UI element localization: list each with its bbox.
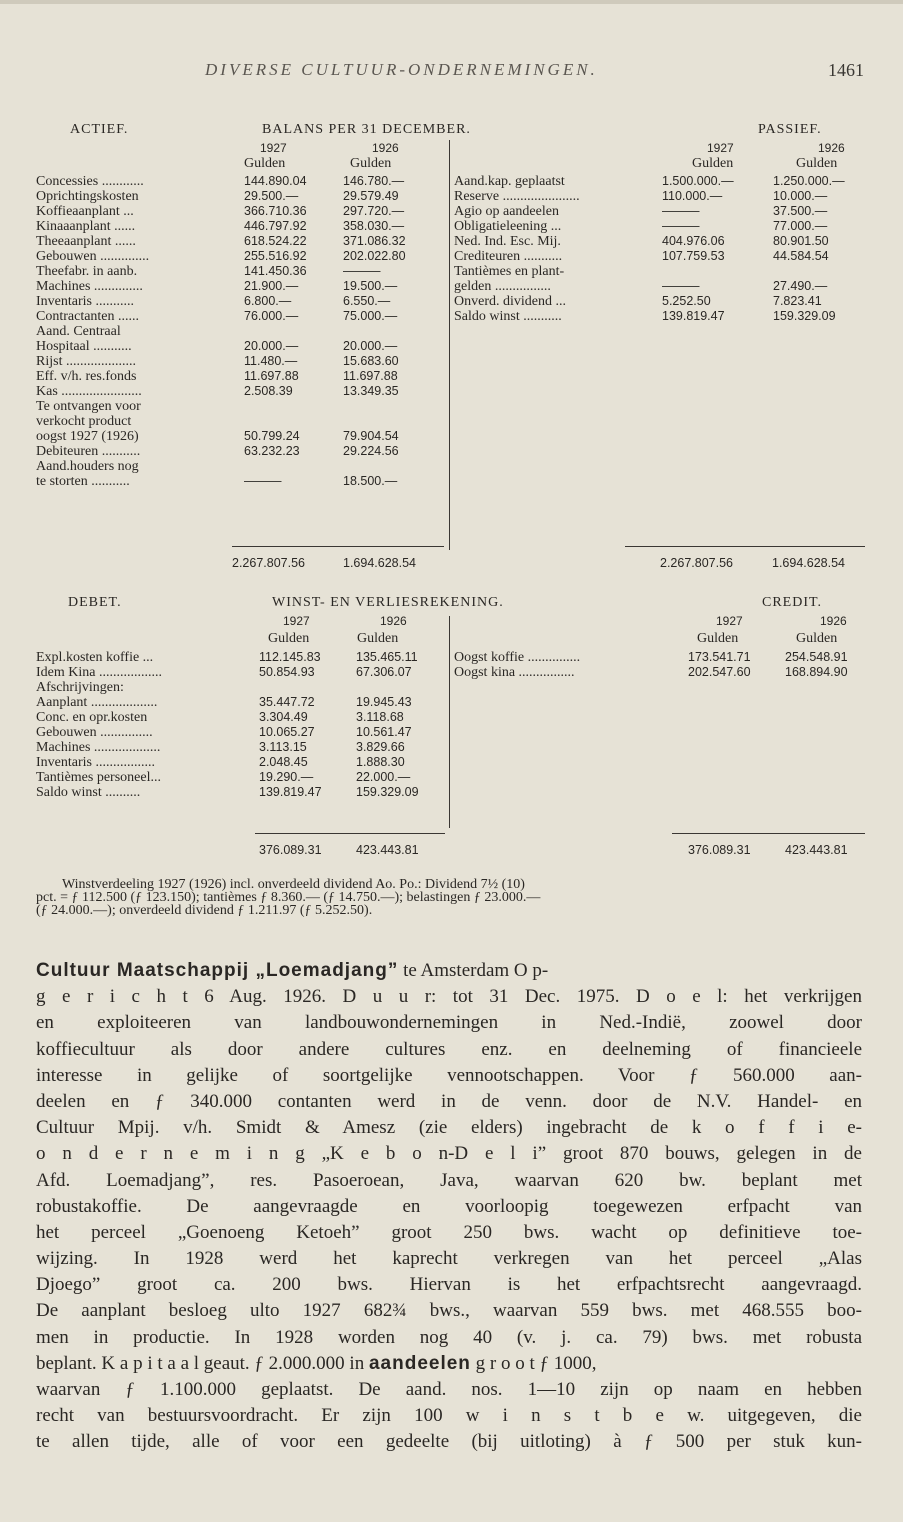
- article-body: [36, 958, 862, 1456]
- debet-row-label: Conc. en opr.kosten: [36, 710, 148, 725]
- debet-total-rule: [255, 833, 445, 834]
- passief-unit1: Gulden: [692, 156, 734, 171]
- passief-unit2: Gulden: [796, 156, 838, 171]
- passief-value-1927: ———: [662, 204, 700, 218]
- passief-value-1926: 10.000.—: [773, 189, 828, 203]
- passief-row-label: Reserve ......................: [454, 189, 580, 204]
- credit-value-1926: 254.548.91: [785, 650, 848, 664]
- passief-row-label: Ned. Ind. Esc. Mij.: [454, 234, 561, 249]
- actief-value-1927: 76.000.—: [244, 309, 299, 323]
- passief-row-label: Saldo winst ...........: [454, 309, 562, 324]
- passief-1926-column: [773, 174, 845, 324]
- article-line-text: beplant. K a p i t a a l geaut. ƒ 2.000.000 in: [36, 1352, 365, 1374]
- actief-value-1927: [244, 324, 307, 339]
- actief-value-1927: 6.800.—: [244, 294, 292, 308]
- actief-value-1926: 75.000.—: [343, 309, 398, 323]
- passief-value-1927: 139.819.47: [662, 309, 725, 323]
- article-line: en exploiteeren van landbouwondernemingen in Ned.-Indië, zoowel door: [36, 1012, 862, 1034]
- debet-unit1: Gulden: [268, 631, 310, 646]
- actief-value-1927: [244, 399, 307, 414]
- actief-value-1927: [244, 459, 307, 474]
- passief-value-1927: [662, 264, 734, 279]
- actief-row-label: Aand.houders nog: [36, 459, 139, 474]
- credit-row-label: Oogst koffie ...............: [454, 650, 581, 665]
- actief-value-1926: 358.030.—: [343, 219, 405, 233]
- actief-value-1926: 18.500.—: [343, 474, 398, 488]
- debet-value-1927: 2.048.45: [259, 755, 308, 769]
- actief-row-label: Aand. Centraal: [36, 324, 121, 339]
- passief-total-1927: 2.267.807.56: [660, 556, 733, 570]
- actief-value-1927: 29.500.—: [244, 189, 299, 203]
- actief-value-1926: 202.022.80: [343, 249, 406, 263]
- passief-row-label: Onverd. dividend ...: [454, 294, 566, 309]
- passief-row-label: Obligatieleening ...: [454, 219, 562, 234]
- passief-label: PASSIEF.: [758, 122, 822, 137]
- credit-unit2: Gulden: [796, 631, 838, 646]
- debet-row-label: Idem Kina ..................: [36, 665, 162, 680]
- credit-total-rule: [672, 833, 865, 834]
- debet-value-1927: 19.290.—: [259, 770, 314, 784]
- credit-value-1927: 202.547.60: [688, 665, 751, 679]
- debet-value-1927: 112.145.83: [259, 650, 321, 664]
- actief-value-1926: 29.579.49: [343, 189, 399, 203]
- credit-total-1927: 376.089.31: [688, 843, 751, 857]
- passief-total-1926: 1.694.628.54: [772, 556, 845, 570]
- debet-year1: 1927: [283, 614, 310, 628]
- running-title: DIVERSE CULTUUR-ONDERNEMINGEN.: [205, 60, 598, 79]
- article-line: waarvan ƒ 1.100.000 geplaatst. De aand. nos. 1—10 zijn op naam en hebben: [36, 1379, 862, 1400]
- article-line: deelen en ƒ 340.000 contanten werd in de venn. door de N.V. Handel- en: [36, 1090, 862, 1112]
- article-line: [36, 958, 862, 984]
- debet-total-1927: 376.089.31: [259, 843, 322, 857]
- passief-value-1927: 404.976.06: [662, 234, 725, 248]
- debet-value-1926: [356, 680, 419, 695]
- actief-unit2: Gulden: [350, 156, 392, 171]
- credit-year2: 1926: [820, 614, 847, 628]
- article-line: het perceel „Goenoeng Ketoeh” groot 250 bws. wacht op definitieve toe-: [36, 1221, 862, 1243]
- balans-divider: [449, 140, 450, 550]
- actief-row-label: Debiteuren ...........: [36, 444, 141, 459]
- actief-value-1927: 11.480.—: [244, 354, 298, 368]
- actief-value-1926: [343, 459, 406, 474]
- aandeelen-word: aandeelen: [368, 1352, 471, 1374]
- debet-value-1927: 35.447.72: [259, 695, 315, 709]
- top-border: [0, 0, 903, 4]
- article-line: recht van bestuursvoordracht. Er zijn 100 w i n s t b e w. uitgegeven, die: [36, 1405, 862, 1427]
- actief-value-1926: 19.500.—: [343, 279, 398, 293]
- note-line: pct. = ƒ 112.500 (ƒ 123.150); tantièmes ƒ 8.360.— (ƒ 14.750.—); belastingen ƒ 23.000.—: [36, 890, 541, 905]
- actief-value-1927: 618.524.22: [244, 234, 307, 248]
- passief-value-1926: 37.500.—: [773, 204, 828, 218]
- actief-value-1927: 21.900.—: [244, 279, 299, 293]
- article-line: wijzing. In 1928 werd het kaprecht verkregen van het perceel „Alas: [36, 1248, 862, 1270]
- passief-value-1927: 5.252.50: [662, 294, 711, 308]
- actief-row-label: Contractanten ......: [36, 309, 140, 324]
- credit-year1: 1927: [716, 614, 743, 628]
- actief-row-label: Gebouwen ..............: [36, 249, 150, 264]
- page-number: 1461: [828, 60, 864, 80]
- actief-row-label: Rijst ....................: [36, 354, 136, 369]
- debet-value-1926: 10.561.47: [356, 725, 412, 739]
- actief-row-label: Theeaanplant ......: [36, 234, 136, 249]
- actief-row-label: Koffieaanplant ...: [36, 204, 134, 219]
- actief-value-1927: ———: [244, 474, 282, 488]
- actief-value-1926: 15.683.60: [343, 354, 399, 368]
- balans-title: BALANS PER 31 DECEMBER.: [262, 122, 471, 137]
- credit-value-1926: 168.894.90: [785, 665, 848, 679]
- actief-value-1926: 20.000.—: [343, 339, 398, 353]
- article-line: g e r i c h t 6 Aug. 1926. D u u r: tot 31 Dec. 1975. D o e l: het verkrijgen: [36, 986, 862, 1008]
- article-line: Djoego” groot ca. 200 bws. Hiervan is het erfpachtsrecht aangevraagd.: [36, 1274, 862, 1296]
- article-line: te allen tijde, alle of voor een gedeelte (bij uitloting) à ƒ 500 per stuk kun-: [36, 1431, 862, 1453]
- debet-value-1927: 3.304.49: [259, 710, 308, 724]
- actief-row-label: Oprichtingskosten: [36, 189, 139, 204]
- actief-value-1926: [343, 399, 406, 414]
- actief-row-label: Kinaaanplant ......: [36, 219, 136, 234]
- note-line: (ƒ 24.000.—); onverdeeld dividend ƒ 1.211.97 (ƒ 5.252.50).: [36, 903, 373, 918]
- debet-value-1926: 135.465.11: [356, 650, 418, 664]
- debet-row-label: Inventaris .................: [36, 755, 155, 770]
- actief-value-1927: 255.516.92: [244, 249, 307, 263]
- actief-value-1926: 146.780.—: [343, 174, 405, 188]
- article-line-text: g r o o t ƒ 1000,: [470, 1352, 597, 1374]
- passief-row-label: Tantièmes en plant-: [454, 264, 565, 279]
- credit-total-1926: 423.443.81: [785, 843, 848, 857]
- actief-value-1927: 144.890.04: [244, 174, 307, 188]
- actief-value-1926: 79.904.54: [343, 429, 399, 443]
- debet-value-1926: 3.829.66: [356, 740, 405, 754]
- debet-total-1926: 423.443.81: [356, 843, 419, 857]
- actief-row-label: Eff. v/h. res.fonds: [36, 369, 137, 384]
- actief-value-1926: 6.550.—: [343, 294, 391, 308]
- actief-value-1927: 366.710.36: [244, 204, 307, 218]
- actief-value-1926: ———: [343, 264, 381, 278]
- actief-value-1926: 297.720.—: [343, 204, 405, 218]
- actief-1927-column: [244, 174, 307, 489]
- actief-value-1927: 141.450.36: [244, 264, 307, 278]
- debet-value-1927: 50.854.93: [259, 665, 315, 679]
- debet-value-1926: 3.118.68: [356, 710, 404, 724]
- article-line: De aanplant besloeg ulto 1927 682¾ bws., waarvan 559 bws. met 468.555 boo-: [36, 1300, 862, 1322]
- actief-total-1926: 1.694.628.54: [343, 556, 416, 570]
- actief-items-list: [36, 174, 149, 489]
- company-name: Cultuur Maatschappij „Loemadjang”: [36, 960, 399, 981]
- actief-year1: 1927: [260, 141, 287, 155]
- actief-row-label: Concessies ............: [36, 174, 144, 189]
- actief-total-rule: [232, 546, 444, 547]
- actief-value-1926: 371.086.32: [343, 234, 406, 248]
- passief-value-1926: 1.250.000.—: [773, 174, 845, 188]
- actief-label: ACTIEF.: [70, 122, 129, 137]
- actief-total-1927: 2.267.807.56: [232, 556, 305, 570]
- winst-title: WINST- EN VERLIESREKENING.: [272, 595, 504, 610]
- debet-row-label: Expl.kosten koffie ...: [36, 650, 154, 665]
- debet-value-1926: 159.329.09: [356, 785, 419, 799]
- debet-value-1927: 139.819.47: [259, 785, 322, 799]
- actief-value-1927: 2.508.39: [244, 384, 293, 398]
- credit-unit1: Gulden: [697, 631, 739, 646]
- passief-year2: 1926: [818, 141, 845, 155]
- passief-value-1926: [773, 264, 845, 279]
- actief-value-1926: [343, 324, 406, 339]
- actief-row-label: Kas .......................: [36, 384, 142, 399]
- debet-1927-column: [259, 650, 322, 800]
- credit-items-list: [454, 650, 580, 680]
- passief-total-rule: [625, 546, 865, 547]
- debet-year2: 1926: [380, 614, 407, 628]
- debet-value-1926: 1.888.30: [356, 755, 405, 769]
- note-line: Winstverdeeling 1927 (1926) incl. onverdeeld dividend Ao. Po.: Dividend 7½ (10): [62, 877, 525, 892]
- passief-items-list: [454, 174, 580, 324]
- debet-row-label: Aanplant ...................: [36, 695, 158, 710]
- debet-value-1927: 10.065.27: [259, 725, 315, 739]
- debet-1926-column: [356, 650, 419, 800]
- credit-label: CREDIT.: [762, 595, 823, 610]
- debet-items-list: [36, 650, 162, 800]
- debet-row-label: Gebouwen ...............: [36, 725, 153, 740]
- passief-row-label: gelden ................: [454, 279, 551, 294]
- actief-row-label: oogst 1927 (1926): [36, 429, 139, 444]
- debet-row-label: Saldo winst ..........: [36, 785, 141, 800]
- passief-1927-column: [662, 174, 734, 324]
- debet-value-1926: 19.945.43: [356, 695, 412, 709]
- passief-row-label: Aand.kap. geplaatst: [454, 174, 565, 189]
- passief-year1: 1927: [707, 141, 734, 155]
- actief-value-1927: 63.232.23: [244, 444, 300, 458]
- actief-row-label: te storten ...........: [36, 474, 130, 489]
- actief-value-1927: 50.799.24: [244, 429, 300, 443]
- actief-value-1927: [244, 414, 307, 429]
- actief-row-label: Te ontvangen voor: [36, 399, 141, 414]
- passief-row-label: Crediteuren ...........: [454, 249, 563, 264]
- actief-1926-column: [343, 174, 406, 489]
- debet-value-1927: 3.113.15: [259, 740, 307, 754]
- article-line-text: te Amsterdam O p-: [398, 960, 549, 981]
- credit-1926-column: [785, 650, 848, 680]
- passief-value-1926: 7.823.41: [773, 294, 822, 308]
- passief-value-1927: ———: [662, 279, 700, 293]
- passief-value-1927: 1.500.000.—: [662, 174, 734, 188]
- article-line: robustakoffie. De aangevraagde en voorloopig toegewezen erfpacht van: [36, 1195, 862, 1217]
- credit-1927-column: [688, 650, 751, 680]
- actief-row-label: Machines ..............: [36, 279, 143, 294]
- passief-value-1926: 77.000.—: [773, 219, 828, 233]
- debet-value-1926: 67.306.07: [356, 665, 412, 679]
- passief-value-1926: 27.490.—: [773, 279, 828, 293]
- passief-value-1926: 80.901.50: [773, 234, 829, 248]
- actief-row-label: Hospitaal ...........: [36, 339, 132, 354]
- passief-row-label: Agio op aandeelen: [454, 204, 559, 219]
- passief-value-1926: 159.329.09: [773, 309, 836, 323]
- actief-row-label: verkocht product: [36, 414, 132, 429]
- actief-row-label: Theefabr. in aanb.: [36, 264, 138, 279]
- passief-value-1926: 44.584.54: [773, 249, 829, 263]
- actief-year2: 1926: [372, 141, 399, 155]
- article-line: [36, 1351, 862, 1377]
- debet-value-1926: 22.000.—: [356, 770, 411, 784]
- article-line: o n d e r n e m i n g „K e b o n-D e l i” groot 870 bouws, gelegen in de: [36, 1143, 862, 1165]
- credit-value-1927: 173.541.71: [688, 650, 751, 664]
- article-line: interesse in gelijke of soortgelijke vennootschappen. Voor ƒ 560.000 aan-: [36, 1064, 862, 1086]
- actief-value-1926: [343, 414, 406, 429]
- article-line: Cultuur Mpij. v/h. Smidt & Amesz (zie elders) ingebracht de k o f f i e-: [36, 1117, 862, 1139]
- debet-value-1927: [259, 680, 322, 695]
- passief-value-1927: 107.759.53: [662, 249, 725, 263]
- winst-divider: [449, 616, 450, 828]
- actief-value-1927: 446.797.92: [244, 219, 307, 233]
- debet-row-label: Tantièmes personeel...: [36, 770, 161, 785]
- debet-unit2: Gulden: [357, 631, 399, 646]
- actief-value-1926: 29.224.56: [343, 444, 399, 458]
- passief-value-1927: 110.000.—: [662, 189, 723, 203]
- debet-row-label: Machines ...................: [36, 740, 161, 755]
- debet-row-label: Afschrijvingen:: [36, 680, 124, 695]
- article-line: koffiecultuur als door andere cultures enz. en deelneming of financieele: [36, 1038, 862, 1060]
- debet-label: DEBET.: [68, 595, 122, 610]
- passief-value-1927: ———: [662, 219, 700, 233]
- actief-value-1927: 20.000.—: [244, 339, 299, 353]
- article-line: men in productie. In 1928 worden nog 40 (v. j. ca. 79) bws. met robusta: [36, 1326, 862, 1348]
- actief-unit1: Gulden: [244, 156, 286, 171]
- actief-value-1927: 11.697.88: [244, 369, 299, 383]
- article-line: Afd. Loemadjang”, res. Pasoeroean, Java, waarvan 620 bw. beplant met: [36, 1169, 862, 1191]
- actief-value-1926: 13.349.35: [343, 384, 399, 398]
- actief-value-1926: 11.697.88: [343, 369, 398, 383]
- credit-row-label: Oogst kina ................: [454, 665, 575, 680]
- actief-row-label: Inventaris ...........: [36, 294, 134, 309]
